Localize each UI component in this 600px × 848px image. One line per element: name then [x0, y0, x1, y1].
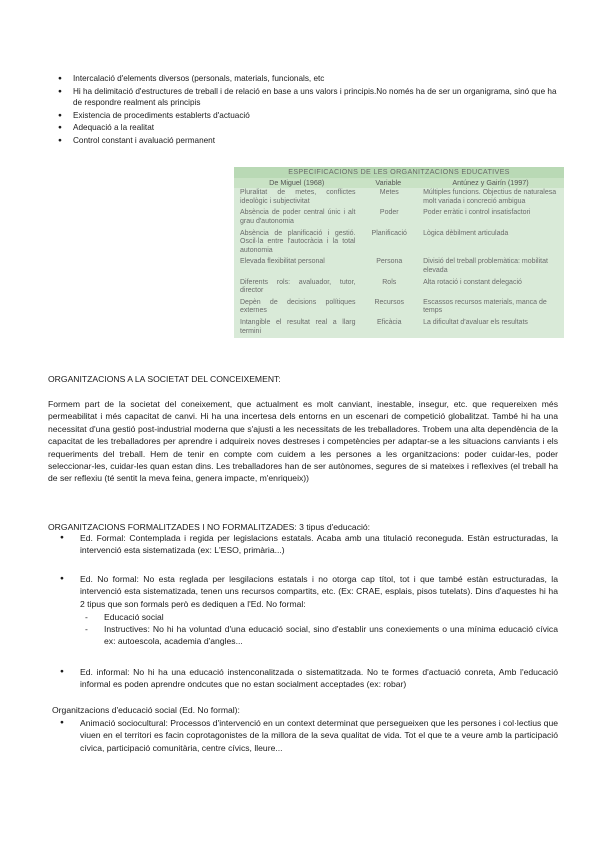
table-cell: Intangible el resultat real a llarg termini [240, 318, 356, 335]
specifications-table [234, 167, 564, 338]
table-cell: La dificultat d'avaluar els resultats [423, 318, 528, 326]
table-cell: Recursos [374, 298, 405, 306]
table-cell: Lògica dèbilment articulada [423, 229, 509, 237]
table-header-row [234, 178, 564, 189]
nonformal-education-item [60, 573, 558, 648]
sociocultural-animation-item [60, 717, 558, 754]
table-row [234, 229, 564, 258]
header-de-miguel: De Miguel (1968) [234, 178, 359, 189]
section-heading-knowledge-society: ORGANITZACIONS A LA SOCIETAT DEL CONCEIXEMENT: [48, 374, 281, 384]
table-cell: Elevada flexibilitat personal [240, 258, 325, 266]
table-row [234, 188, 564, 208]
list-item: ● Hi ha delimitació d'estructures de treball i de relació en base a uns valors i principis.No només ha de ser un organigrama, sinó que ha de respondre realment als principis [58, 86, 558, 109]
header-antunez-gairin: Antúnez y Gairín (1997) [417, 178, 564, 189]
table-cell: Diferents rols: avaluador, tutor, director [240, 278, 356, 295]
table-cell: Depèn de decisions polítiques externes [240, 298, 356, 315]
table-cell: Pluralitat de metes, conflictes ideològic i subjectivitat [240, 189, 356, 205]
formal-education-text: Ed. Formal: Contemplada i regida per legislacions estatals. Acaba amb una titulació reconeguda. Estàn estructuradas, la intervenció esta sistematizada (ex: L'ESO, primària...) [80, 533, 558, 556]
informal-education-text: Ed. informal: No hi ha una educació instenconalitzada o sistematitzada. No te formes d'actuació conreta, Amb l'educació informal es poden aprendre ondcutes que no estan socialment acceptades (ex: robar) [80, 667, 558, 690]
table-cell: Alta rotació i constant delegació [423, 278, 522, 286]
nonformal-subtypes-list [80, 611, 558, 648]
bullet-icon: ● [60, 534, 64, 541]
bullet-icon: ● [60, 719, 64, 726]
table-cell: Divisió del treball problemàtica: mobilitat elevada [423, 258, 548, 274]
header-variable: Variable [359, 178, 417, 189]
nonformal-education-text: Ed. No formal: No esta reglada per lesgilacions estatals i no otorga cap títol, tot i que també estàn estructuradas, la intervenció esta sistematizada, tenen uns recursos compartits, etc. (Ex: CRAE, esplais, pisos tutelats). Dins d'aquestes hi ha 2 tipus que son formals però es dediquen a l'Ed. No formal: [80, 574, 558, 609]
table-cell: Eficàcia [377, 318, 402, 326]
table-row [234, 318, 564, 338]
bullet-icon: ● [60, 575, 64, 582]
table-cell: Persona [376, 258, 403, 266]
list-item: ● Adequació a la realitat [58, 122, 558, 134]
principles-list [58, 73, 558, 148]
list-item: ● Existencia de procediments establerts d'actuació [58, 110, 558, 122]
formal-education-item [60, 532, 558, 557]
table-row [234, 278, 564, 298]
table-caption: ESPECIFICACIONS DE LES ORGANITZACIONS EDUCATIVES [234, 167, 564, 178]
bullet-icon: ● [60, 668, 64, 675]
list-item: ● Control constant i avaluació permanent [58, 135, 558, 147]
informal-education-item [60, 666, 558, 691]
section-heading-formal-nonformal: ORGANITZACIONS FORMALITZADES I NO FORMALITZADES: 3 tipus d'educació: [48, 522, 371, 532]
table-cell: Absència de planificació i gestió. Oscil·la entre l'autocràcia i la total autonomia [240, 229, 356, 254]
list-item: ● Intercalació d'elements diversos (personals, materials, funcionals, etc [58, 73, 558, 85]
table-row [234, 208, 564, 228]
list-item: - Instructives: No hi ha voluntad d'una educació social, sino d'establir uns conexiements o una mínima educació cívica ex: autoescola, academia d'angles... [85, 624, 558, 647]
table-row [234, 257, 564, 277]
table-cell: Planificació [371, 229, 407, 237]
table-cell: Absència de poder central únic i alt grau d'autonomia [240, 209, 356, 225]
table-cell: Metes [379, 189, 399, 197]
table-cell: Poder [379, 209, 399, 217]
section-heading-social-education: Organitzacions d'educació social (Ed. No formal): [52, 705, 240, 715]
sociocultural-animation-text: Animació sociocultural: Processos d'intervenció en un context determinat que persegueixen que les persones i col·lectius que viuen en el territori es facin coprotagonistes de la millora de la seva qualitat de vida. Tot el que te a veure amb la participació cívica, participació comunitària, centre cívics, lleure... [80, 718, 558, 753]
table-row [234, 298, 564, 318]
knowledge-society-paragraph: Formem part de la societat del coneixement, que actualment es molt canviant, inestable, insegur, etc. que requereixen més permeabilitat i més capacitat de canvi. Hi ha una incertesa dels entorns en un escenari de competició globalitzat. També hi ha una necessitat d'una gestió post-industrial moderna que s'ajusti a les necessitats de les treballadores. Trobem una alta dependència de la capacitat de les treballadores per aprendre i adquireix noves destreses i competències per adaptar-se a les situacions canviants i els requeriments del treball. Hem de tenir en compte com cuidem a les persones a les organitzacions: poder cuidar-les, poder seleccionar-les, cuidar-les quan estan dins. Les treballadores han de ser autònomes, segures de si mateixes i reflexives (el treball ha de ser reflexiu (té sentit la meva feina, genera impacte, m'enriqueix)) [48, 399, 558, 484]
table-cell: Poder erràtic i control insatisfactori [423, 209, 531, 217]
table-cell: Escassos recursos materials, manca de temps [423, 298, 547, 315]
list-item: - Educació social [85, 611, 164, 622]
table-cell: Múltiples funcions. Objectius de naturalesa molt variada i concreció ambigua [423, 189, 557, 205]
table-cell: Rols [382, 278, 397, 286]
